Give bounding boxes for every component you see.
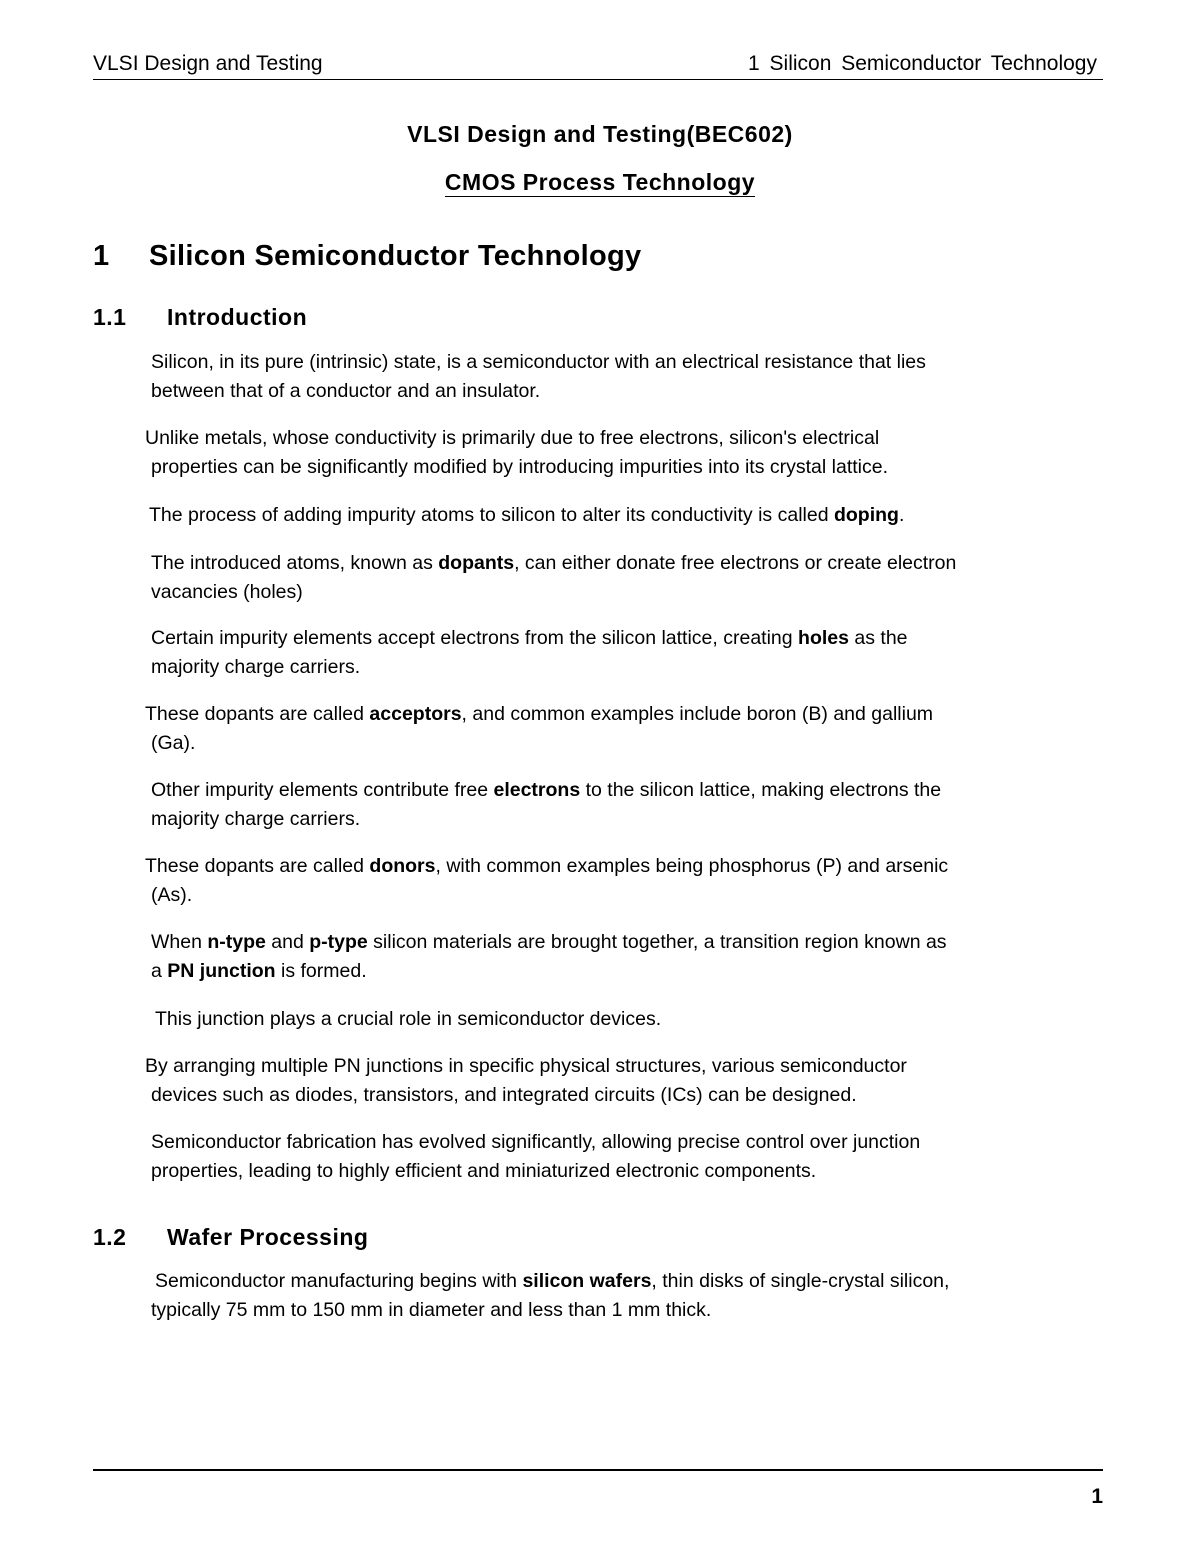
paragraph [151,624,908,682]
paragraph-text: When [151,931,208,953]
header-chapter-title: 1 Silicon Semiconductor Technology [748,52,1097,75]
paragraph-text: typically 75 mm to 150 mm in diameter and less than 1 mm thick. [151,1299,712,1321]
header-doc-title: VLSI Design and Testing [93,52,323,75]
paragraph-text: devices such as diodes, transistors, and integrated circuits (ICs) can be designed. [151,1084,857,1106]
paragraph-text: By arranging multiple PN junctions in specific physical structures, various semiconductor [145,1055,907,1077]
paragraph-text: , can either donate free electrons or create electron [514,552,957,574]
paragraph-text: Silicon, in its pure (intrinsic) state, is a semiconductor with an electrical resistance that lies [151,351,926,373]
paragraph-text: properties can be significantly modified by introducing impurities into its crystal lattice. [151,456,889,478]
paragraph-text: as the [848,627,908,649]
section-heading-introduction [93,304,307,331]
paragraph-text: majority charge carriers. [151,808,361,830]
key-term: holes [798,627,849,649]
page-header [93,52,1103,80]
key-term: PN junction [167,960,276,982]
paragraph [151,549,956,607]
paragraph-text: properties, leading to highly efficient and miniaturized electronic components. [151,1160,817,1182]
paragraph-text: These dopants are called [145,855,370,877]
section-number: 1.2 [93,1224,127,1250]
paragraph [145,424,888,482]
paragraph-text: a [151,960,168,982]
key-term: donors [369,855,436,877]
chapter-number: 1 [93,240,110,272]
key-term: dopants [438,552,515,574]
paragraph-text: (As). [151,884,193,906]
section-title: Wafer Processing [167,1224,369,1250]
paragraph-text: (Ga). [151,732,196,754]
subject-title-text: CMOS Process Technology [444,169,756,195]
section-title: Introduction [167,304,308,330]
chapter-title: Silicon Semiconductor Technology [149,240,642,272]
paragraph-text: between that of a conductor and an insulator. [151,380,541,402]
paragraph-text: The introduced atoms, known as [151,552,439,574]
paragraph-text: , and common examples include boron (B) and gallium [461,703,934,725]
paragraph-text: Semiconductor fabrication has evolved significantly, allowing precise control over junction [151,1131,921,1153]
paragraph-text: . [898,504,905,526]
page-number: 1 [1091,1485,1103,1508]
paragraph-text: Unlike metals, whose conductivity is primarily due to free electrons, silicon's electrical [145,427,880,449]
section-heading-wafer-processing [93,1224,368,1251]
paragraph-text: majority charge carriers. [151,656,361,678]
paragraph-text: Semiconductor manufacturing begins with [155,1270,523,1292]
section-number: 1.1 [93,304,127,330]
course-title: VLSI Design and Testing(BEC602) [407,121,793,147]
paragraph-text: The process of adding impurity atoms to silicon to alter its conductivity is called [149,504,834,526]
key-term: p-type [309,931,368,953]
paragraph [145,1052,907,1110]
paragraph [155,1005,661,1034]
paragraph-text: , thin disks of single-crystal silicon, [651,1270,950,1292]
paragraph [151,1128,920,1186]
paragraph [151,776,941,834]
key-term: doping [833,504,899,526]
key-term: acceptors [369,703,462,725]
paragraph-text: , with common examples being phosphorus (P) and arsenic [435,855,949,877]
footer-divider [93,1469,1103,1471]
paragraph-text: vacancies (holes) [151,581,303,603]
paragraph-text: and [265,931,310,953]
paragraph [145,852,948,910]
paragraph [149,501,904,530]
paragraph-text: These dopants are called [145,703,370,725]
paragraph [151,1267,949,1325]
paragraph-text: Certain impurity elements accept electrons from the silicon lattice, creating [151,627,799,649]
subject-title [0,169,1200,197]
paragraph [151,348,926,406]
key-term: silicon wafers [522,1270,652,1292]
paragraph [145,700,933,758]
paragraph [151,928,947,986]
paragraph-text: is formed. [275,960,367,982]
key-term: n-type [207,931,266,953]
key-term: electrons [493,779,581,801]
paragraph-text: to the silicon lattice, making electrons the [580,779,942,801]
paragraph-text: Other impurity elements contribute free [151,779,494,801]
paragraph-text: This junction plays a crucial role in semiconductor devices. [155,1008,662,1030]
paragraph-text: silicon materials are brought together, a transition region known as [367,931,947,953]
chapter-heading [93,240,641,273]
